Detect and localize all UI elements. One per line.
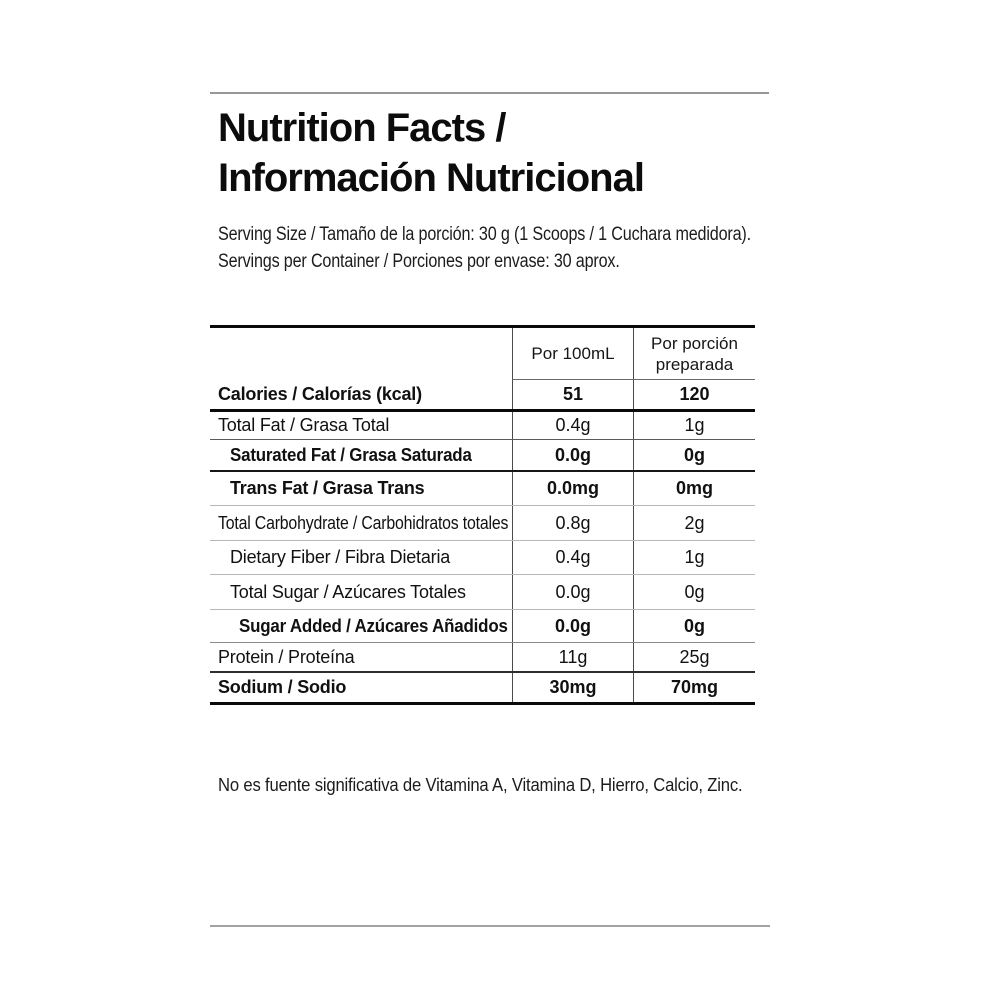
- header-per-serving: [633, 328, 755, 380]
- table-row-total-fat: [210, 412, 755, 440]
- value-per-100ml: 0.4g: [555, 547, 591, 567]
- row-label: Calories / Calorías (kcal): [218, 384, 422, 404]
- value-per-100ml: 0.0g: [555, 581, 591, 602]
- value-per-100ml: 30mg: [549, 677, 597, 697]
- value-per-100ml: 0.4g: [555, 415, 591, 435]
- table-row-total-carbohydrate: [210, 506, 755, 541]
- micronutrient-disclaimer: No es fuente significativa de Vitamina A, Vitamina D, Hierro, Calcio, Zinc.: [218, 774, 743, 795]
- serving-size-line: Serving Size / Tamaño de la porción: 30 g (1 Scoops / 1 Cuchara medidora).: [218, 224, 751, 245]
- value-per-serving: 120: [679, 384, 710, 404]
- row-label: Total Sugar / Azúcares Totales: [230, 581, 466, 602]
- header-per-serving-label: Por porción preparada: [651, 333, 738, 374]
- value-per-serving: 1g: [684, 415, 705, 435]
- header-empty-cell: [210, 328, 512, 380]
- value-per-serving: 0g: [683, 444, 705, 465]
- value-per-serving: 0g: [683, 615, 705, 636]
- serving-info: [218, 221, 813, 275]
- table-row-saturated-fat: [210, 440, 755, 472]
- row-label: Total Fat / Grasa Total: [218, 415, 390, 435]
- value-per-100ml: 0.8g: [555, 512, 591, 533]
- row-label: Protein / Proteína: [218, 646, 355, 667]
- value-per-100ml: 51: [562, 384, 584, 404]
- value-per-100ml: 11g: [558, 646, 588, 667]
- value-per-100ml: 0.0mg: [546, 478, 600, 498]
- title-line-english: Nutrition Facts /: [218, 106, 506, 150]
- nutrition-table: [210, 325, 755, 705]
- page-title: [218, 103, 778, 203]
- table-row-protein: [210, 643, 755, 673]
- value-per-serving: 0g: [684, 581, 705, 602]
- table-row-sodium: [210, 673, 755, 705]
- header-per-100ml: [512, 328, 633, 380]
- value-per-serving: 70mg: [670, 677, 719, 697]
- row-label: Dietary Fiber / Fibra Dietaria: [230, 547, 451, 567]
- table-row-calories: [210, 380, 755, 412]
- table-row-sugar-added: [210, 610, 755, 643]
- table-row-trans-fat: [210, 472, 755, 506]
- row-label: Trans Fat / Grasa Trans: [230, 478, 425, 498]
- value-per-serving: 1g: [684, 547, 705, 567]
- row-label: Total Carbohydrate / Carbohidratos totales: [218, 512, 509, 533]
- servings-per-container-line: Servings per Container / Porciones por envase: 30 aprox.: [218, 251, 620, 272]
- row-label: Sodium / Sodio: [218, 677, 347, 697]
- header-per-100ml-label: Por 100mL: [531, 344, 615, 363]
- value-per-serving: 0mg: [675, 478, 713, 498]
- row-label: Sugar Added / Azúcares Añadidos: [239, 615, 508, 636]
- table-row-total-sugar: [210, 575, 755, 610]
- table-row-dietary-fiber: [210, 541, 755, 575]
- bottom-divider: [210, 925, 770, 927]
- top-divider: [210, 92, 769, 94]
- row-label: Saturated Fat / Grasa Saturada: [230, 444, 472, 465]
- table-header-row: [210, 328, 755, 380]
- value-per-serving: 25g: [679, 646, 710, 667]
- value-per-serving: 2g: [684, 512, 705, 533]
- title-line-spanish: Información Nutricional: [218, 156, 644, 200]
- value-per-100ml: 0.0g: [554, 615, 592, 636]
- value-per-100ml: 0.0g: [554, 444, 592, 465]
